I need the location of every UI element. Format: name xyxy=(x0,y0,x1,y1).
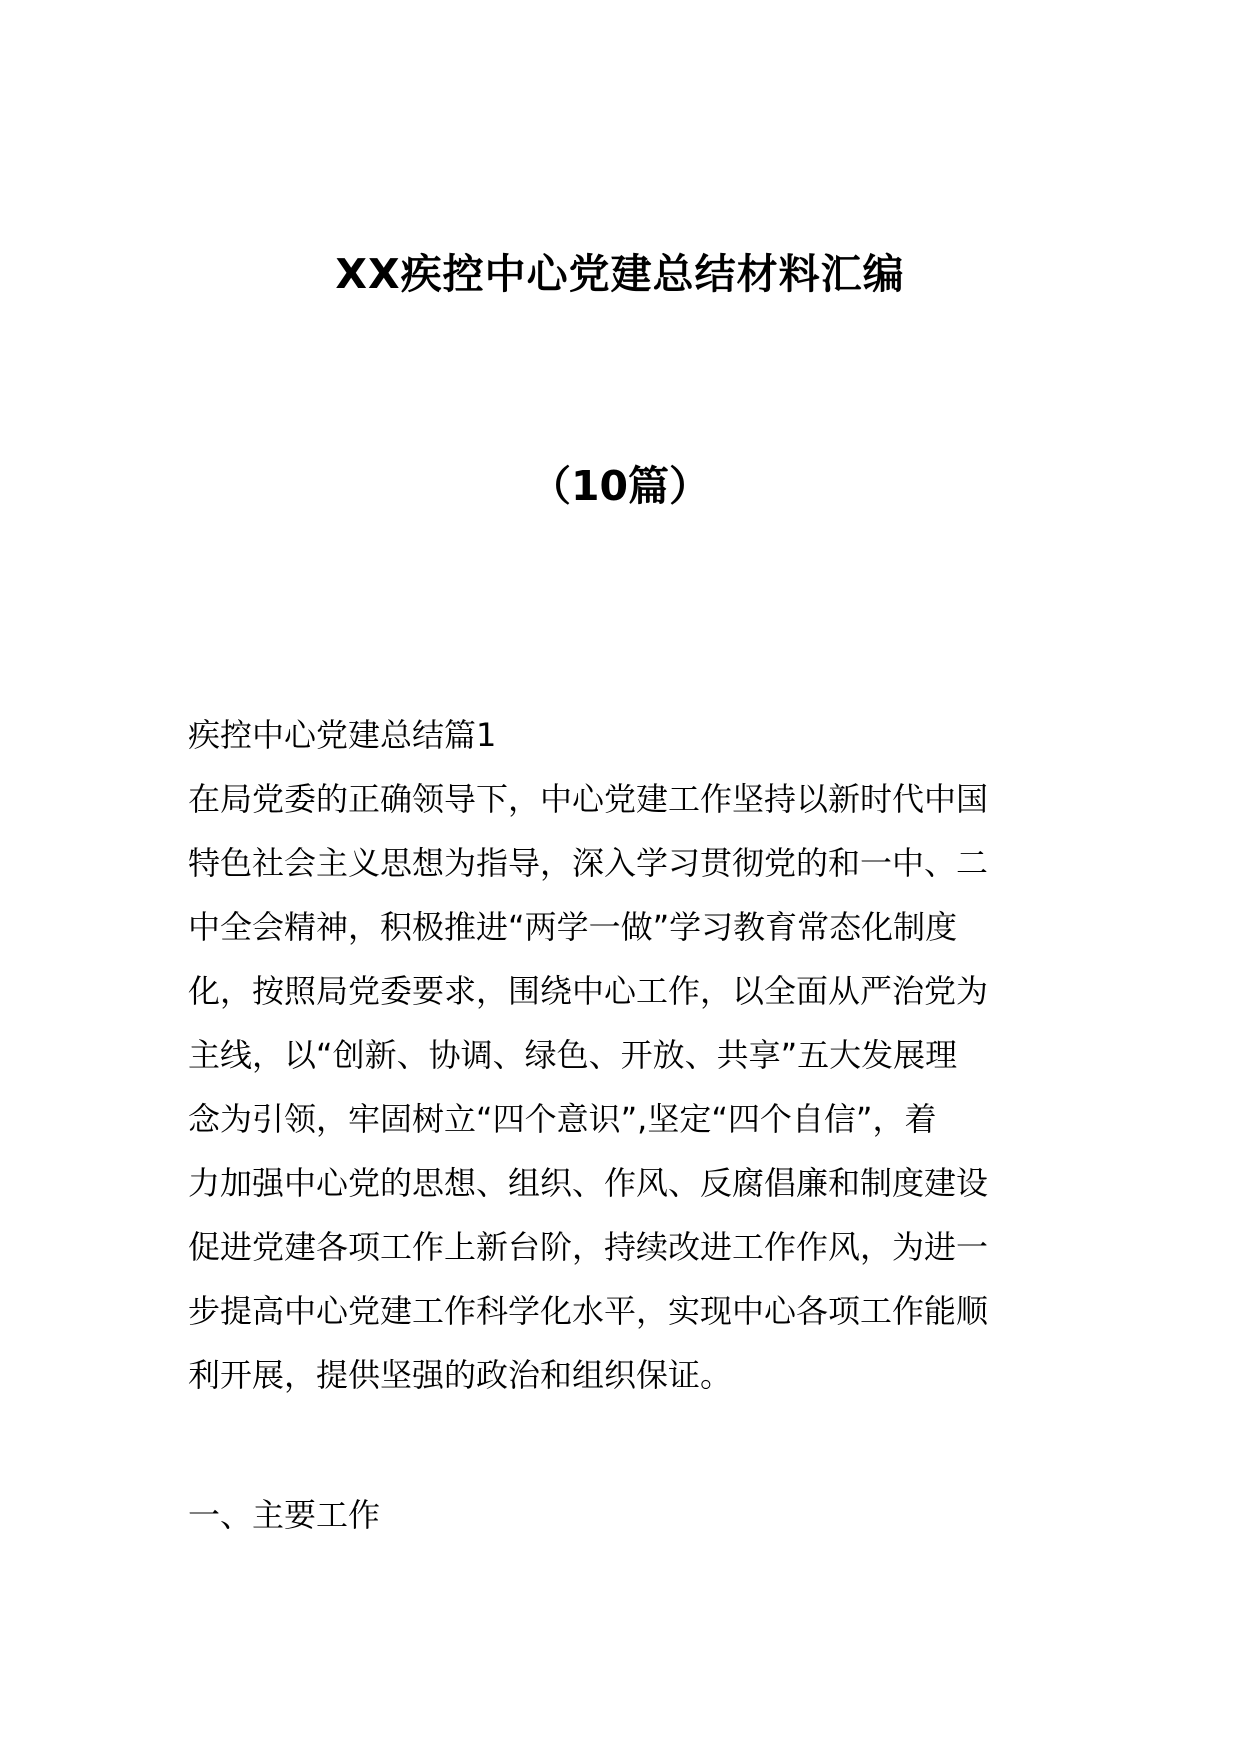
paragraph-line: 化，按照局党委要求，围绕中心工作，以全面从严治党为 xyxy=(188,972,989,1010)
paragraph-line: 在局党委的正确领导下，中心党建工作坚持以新时代中国 xyxy=(188,780,989,818)
paragraph-line: 主线，以“创新、协调、绿色、开放、共享”五大发展理 xyxy=(188,1036,958,1074)
document-body xyxy=(188,703,1068,1407)
document-subtitle: （10篇） xyxy=(529,462,711,510)
paragraph-line: 力加强中心党的思想、组织、作风、反腐倡廉和制度建设 xyxy=(188,1164,989,1202)
section-heading: 疾控中心党建总结篇1 xyxy=(188,716,497,754)
main-work-heading: 一、主要工作 xyxy=(188,1496,381,1534)
paragraph-line: 步提高中心党建工作科学化水平，实现中心各项工作能顺 xyxy=(188,1292,989,1330)
paragraph-line: 利开展，提供坚强的政治和组织保证。 xyxy=(188,1356,733,1394)
document-title: XX疾控中心党建总结材料汇编 xyxy=(335,250,905,298)
paragraph-line: 促进党建各项工作上新台阶，持续改进工作作风，为进一 xyxy=(188,1228,989,1266)
paragraph-line: 特色社会主义思想为指导，深入学习贯彻党的和一中、二 xyxy=(188,844,989,882)
paragraph-line: 念为引领，牢固树立“四个意识”,坚定“四个自信”，着 xyxy=(188,1100,937,1138)
paragraph-line: 中全会精神，积极推进“两学一做”学习教育常态化制度 xyxy=(188,908,958,946)
